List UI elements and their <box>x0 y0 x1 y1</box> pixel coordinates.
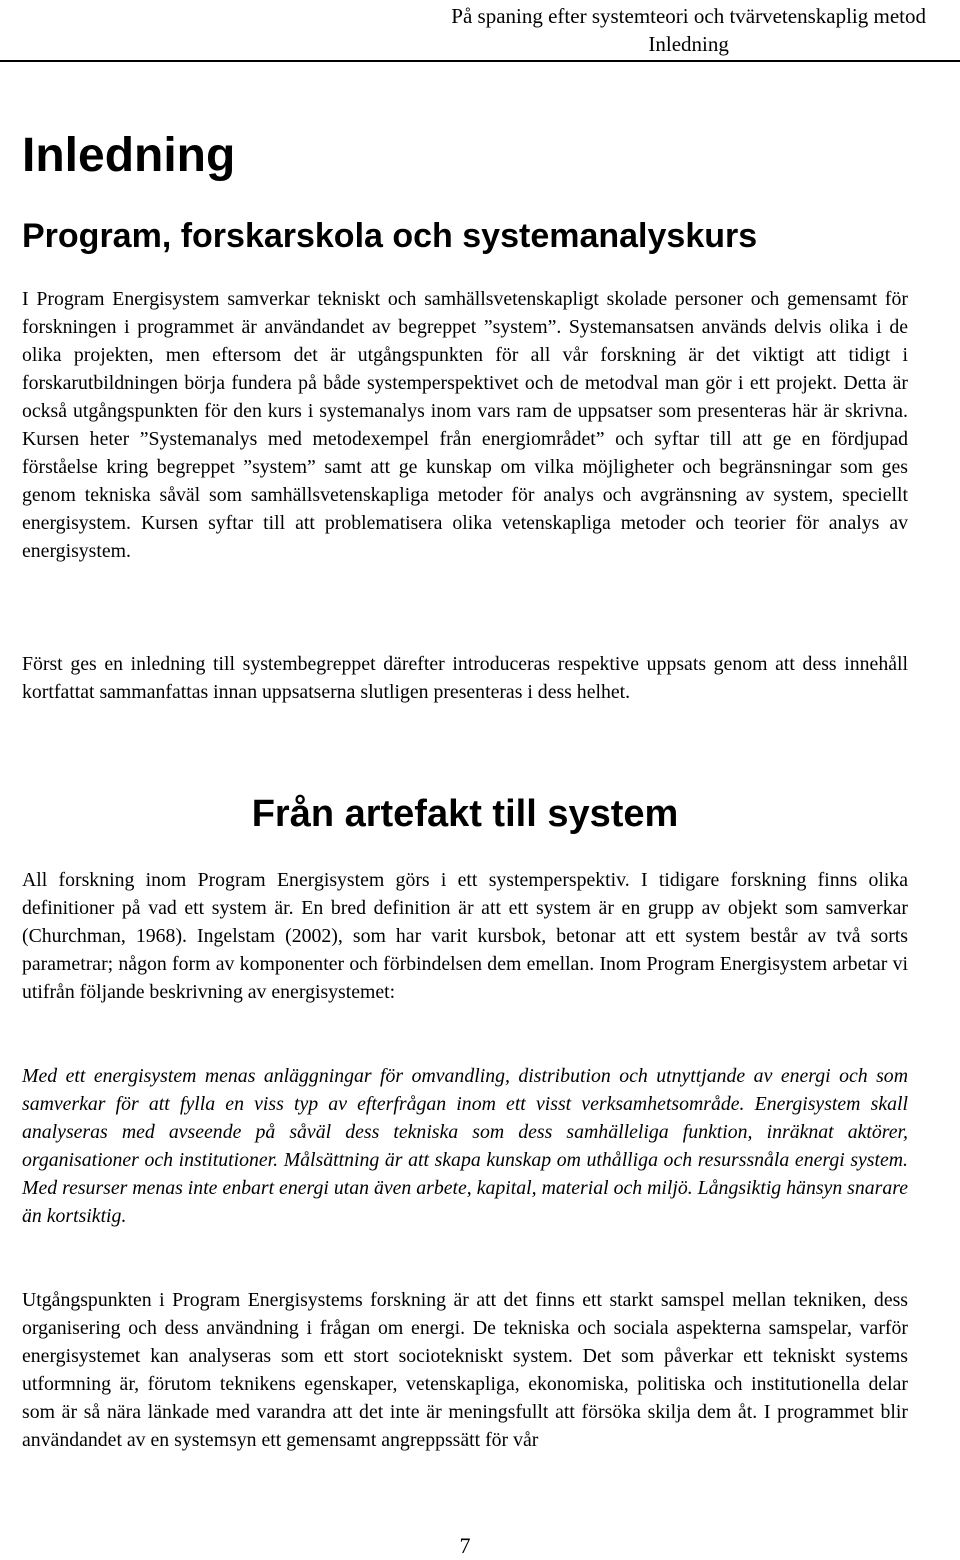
body-paragraph-overview: Först ges en inledning till systembegreppet därefter introduceras respektive uppsats genom att dess innehåll kortfattat sammanfattas innan uppsatserna slutligen presenteras i dess helhet. <box>22 653 908 703</box>
section-heading-artefakt: Från artefakt till system <box>251 793 679 835</box>
running-header <box>451 2 926 58</box>
running-header-chapter: Inledning <box>648 32 729 56</box>
body-paragraph-intro: I Program Energisystem samverkar tekniskt och samhällsvetenskapligt skolade personer och gemensamt för forskningen i programmet är användandet av begreppet ”system”. Systemansatsen används delvis olika i de olika projekten, men eftersom det är utgångspunkten för all vår forskning är det viktigt att tidigt i forskarutbildningen börja fundera på både systemperspektivet och de metodval man gör i ett projekt. Detta är också utgångspunkten för den kurs i systemanalys inom vars ram de uppsatser som presenteras här är skrivna. Kursen heter ”Systemanalys med metodexempel från energiområdet” och syftar till att ge en fördjupad förståelse kring begreppet ”system” samt att ge kunskap om vilka möjligheter och begränsningar som ges genom tekniska såväl som samhällsvetenskapliga metoder för analys och avgränsning av system, speciellt energisystem. Kursen syftar till att problematisera olika vetenskapliga metoder och teorier för analys av energisystem. <box>22 288 908 562</box>
chapter-title: Inledning <box>22 129 236 182</box>
body-paragraph-sociotechnical: Utgångspunkten i Program Energisystems forskning är att det finns ett starkt samspel mellan tekniken, dess organisering och dess användning i frågan om energi. De tekniska och sociala aspekterna samspelar, varför energisystemet kan analyseras som ett stort sociotekniskt system. Det som påverkar ett tekniskt systems utformning är, förutom teknikens egenskaper, vetenskapliga, ekonomiska, politiska och institutionella delar som är så nära länkade med varandra att det inte är meningsfullt att försöka skilja dem åt. I programmet blir användandet av en systemsyn ett gemensamt angreppssätt för vår <box>22 1289 908 1451</box>
header-divider <box>0 60 960 62</box>
quote-energisystem-definition: Med ett energisystem menas anläggningar för omvandling, distribution och utnyttjande av energi och som samverkar för att fylla en viss typ av efterfrågan inom ett visst verksamhetsområde. Energisystem skall analyseras med avseende på såväl dess tekniska som dess samhälleliga funktion, inräknat aktörer, organisationer och institutioner. Målsättning är att skapa kunskap om uthålliga och resurssnåla energi system. Med resurser menas inte enbart energi utan även arbete, kapital, material och miljö. Långsiktig hänsyn snarare än kortsiktig. <box>22 1065 908 1227</box>
page-number: 7 <box>459 1533 471 1558</box>
running-header-book-title: På spaning efter systemteori och tvärvetenskaplig metod <box>451 4 926 28</box>
body-paragraph-definitions: All forskning inom Program Energisystem görs i ett systemperspektiv. I tidigare forskning finns olika definitioner på vad ett system är. En bred definition är att ett system är en grupp av objekt som samverkar (Churchman, 1968). Ingelstam (2002), som har varit kursbok, betonar att ett system består av två sorts parametrar; någon form av komponenter och förbindelsen dem emellan. Inom Program Energisystem arbetar vi utifrån följande beskrivning av energisystemet: <box>22 869 908 1003</box>
section-heading-program: Program, forskarskola och systemanalyskurs <box>22 217 758 255</box>
